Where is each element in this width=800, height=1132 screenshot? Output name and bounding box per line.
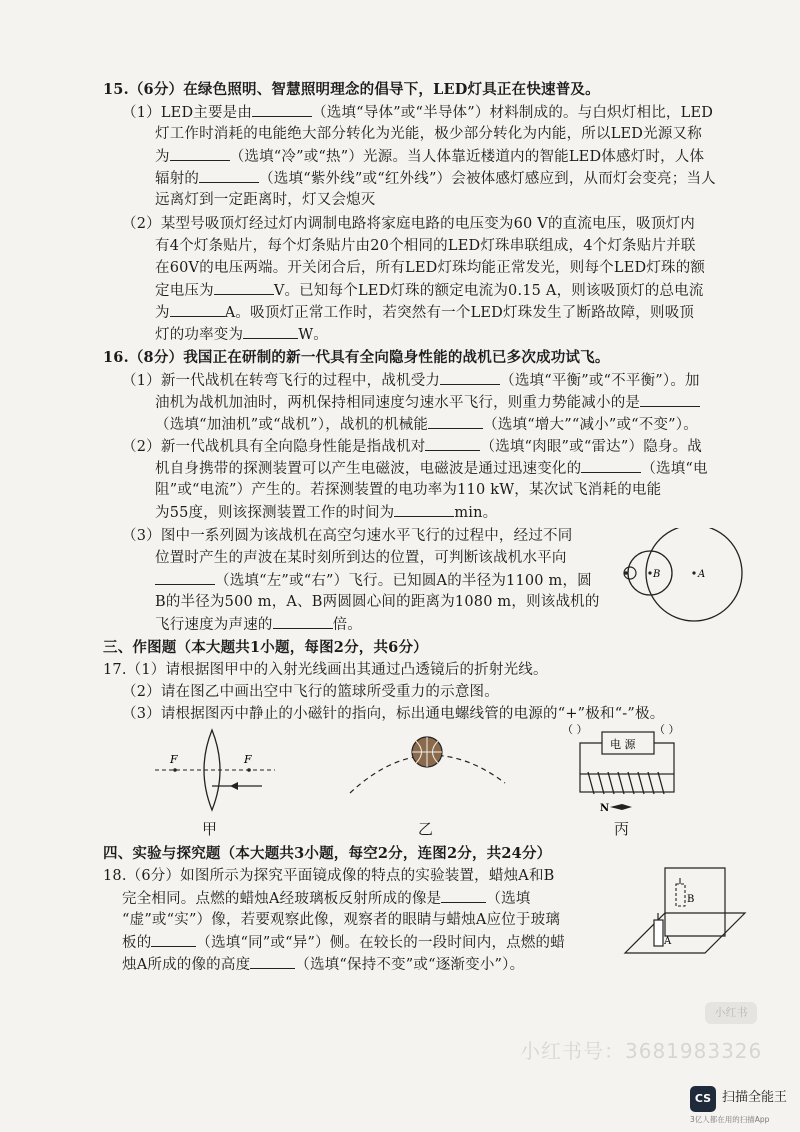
q15-p1-line3: 为 （选填“冷”或“热”）光源。当人体靠近楼道内的智能LED体感灯时，人体 <box>155 146 704 167</box>
q16-p3-line3: （选填“左”或“右”）飞行。已知圆A的半径为1100 m，圆 <box>155 570 592 591</box>
answer-blank[interactable] <box>155 570 215 585</box>
q15-title: 15.（6分）在绿色照明、智慧照明理念的倡导下，LED灯具正在快速普及。 <box>103 81 600 98</box>
label-candle-A: A <box>664 936 672 947</box>
answer-blank[interactable] <box>243 324 298 339</box>
answer-blank[interactable] <box>581 458 641 473</box>
answer-blank[interactable] <box>425 436 480 451</box>
q18-line1: 18.（6分）如图所示为探究平面镜成像的特点的实验装置，蜡烛A和B <box>103 868 555 884</box>
q15-p1-line5: 远离灯到一定距离时，灯又会熄灭 <box>155 192 376 208</box>
section4-title: 四、实验与探究题（本大题共3小题，每空2分，连图2分，共24分） <box>103 845 552 862</box>
basketball-seams <box>412 737 442 767</box>
solenoid-figure <box>560 720 690 820</box>
answer-blank[interactable] <box>394 502 454 517</box>
section3-title: 三、作图题（本大题共1小题，每图2分，共6分） <box>103 639 428 656</box>
scanner-app-logo: CS <box>690 1086 716 1112</box>
answer-blank[interactable] <box>170 302 225 317</box>
q16-p3-line4: B的半径为500 m，A、B两圆圆心间的距离为1080 m，则该战机的 <box>155 594 600 610</box>
plane-mirror-figure <box>620 858 750 958</box>
candle-A <box>654 920 663 946</box>
q17-line3: （3）请根据图丙中静止的小磁针的指向，标出通电螺线管的电源的“+”极和“-”极。 <box>122 706 665 722</box>
q16-p1-line1: （1）新一代战机在转弯飞行的过程中，战机受力 （选填“平衡”或“不平衡”）。加 <box>122 370 700 391</box>
glass-plate <box>665 868 725 936</box>
q15-p2-line6: 灯的功率变为 W。 <box>155 324 328 345</box>
q17-line2: （2）请在图乙中画出空中飞行的篮球所受重力的示意图。 <box>122 684 499 700</box>
answer-blank[interactable] <box>250 954 295 969</box>
pole-bracket-left: （ ） <box>562 723 588 736</box>
q18-line5: 烛A所成的像的高度 （选填“保持不变”或“逐渐变小”）。 <box>122 954 524 975</box>
solenoid-coils <box>588 772 664 794</box>
wire-right <box>654 743 674 774</box>
power-source-label: 电 源 <box>610 738 636 751</box>
scanner-app-tagline: 3亿人都在用的扫描App <box>690 1115 770 1124</box>
table-surface <box>625 913 745 953</box>
q16-p3-line2: 位置时产生的声波在某时刻所到达的位置，可判断该战机水平向 <box>155 550 567 566</box>
wire-left <box>580 743 602 774</box>
q16-title: 16.（8分）我国正在研制的新一代具有全向隐身性能的战机已多次成功试飞。 <box>103 349 610 366</box>
q15-p1-line2: 灯工作时消耗的电能绝大部分转化为光能，极少部分转化为内能，所以LED光源又称 <box>155 126 702 142</box>
sound-wave-circles-figure <box>612 528 762 628</box>
compass-needle <box>610 804 632 810</box>
q16-p2-line3: 阻”或“电流”）产生的。若探测装置的电功率为110 kW，某次试飞消耗的电能 <box>155 482 662 498</box>
answer-blank[interactable] <box>441 888 486 903</box>
plane-position-dot <box>624 571 628 575</box>
q15-p2-line2: 有4个灯条贴片，每个灯条贴片由20个相同的LED灯珠串联组成，4个灯条贴片并联 <box>155 238 696 254</box>
figure-label-bing: 丙 <box>614 820 630 838</box>
center-B-dot <box>648 571 651 574</box>
basketball-figure <box>345 728 515 803</box>
answer-blank[interactable] <box>273 614 333 629</box>
q17-line1: 17.（1）请根据图甲中的入射光线画出其通过凸透镜后的折射光线。 <box>103 662 548 678</box>
answer-blank[interactable] <box>199 168 259 183</box>
candle-B <box>676 884 685 906</box>
convex-lens-figure <box>150 728 280 818</box>
scanner-app-name: 扫描全能王 <box>722 1090 788 1105</box>
answer-blank[interactable] <box>214 280 274 295</box>
q15-p2-line4: 定电压为 V。已知每个LED灯珠的额定电流为0.15 A，则该吸顶灯的总电流 <box>155 280 704 301</box>
q16-p3-line5: 飞行速度为声速的 倍。 <box>155 614 362 635</box>
q16-p1-line3: （选填“加油机”或“战机”），战机的机械能 （选填“增大”“减小”或“不变”）。 <box>155 414 698 435</box>
focus-right <box>247 768 251 772</box>
answer-blank[interactable] <box>428 414 483 429</box>
figure-label-yi: 乙 <box>418 820 434 838</box>
answer-blank[interactable] <box>252 102 312 117</box>
answer-blank[interactable] <box>151 932 196 947</box>
q16-p2-line1: （2）新一代战机具有全向隐身性能是指战机对 （选填“肉眼”或“雷达”）隐身。战 <box>122 436 702 457</box>
focus-left <box>173 768 177 772</box>
q15-p2-line1: （2）某型号吸顶灯经过灯内调制电路将家庭电路的电压变为60 V的直流电压，吸顶灯内 <box>122 216 695 232</box>
focus-label-right: F <box>244 753 252 766</box>
ray-arrow <box>230 782 238 790</box>
needle-N-label: N <box>600 803 610 814</box>
watermark-badge: 小红书 <box>705 1002 757 1024</box>
q18-line4: 板的 （选填“同”或“异”）侧。在较长的一段时间内，点燃的蜡 <box>122 932 565 953</box>
label-candle-B: B <box>687 894 695 905</box>
q15-p1-line1: （1）LED主要是由 （选填“导体”或“半导体”）材料制成的。与白炽灯相比，LED <box>122 102 713 123</box>
pole-bracket-right: （ ） <box>654 723 680 736</box>
watermark-id: 小红书号：3681983326 <box>520 1039 763 1063</box>
figure-label-jia: 甲 <box>202 820 218 838</box>
q15-p2-line3: 在60V的电压两端。开关闭合后，所有LED灯珠均能正常发光，则每个LED灯珠的额 <box>155 260 706 276</box>
q16-p1-line2: 油机为战机加油时，两机保持相同速度匀速水平飞行，则重力势能减小的是 <box>155 392 700 413</box>
label-B: B <box>653 569 661 580</box>
label-A: A <box>698 569 706 580</box>
answer-blank[interactable] <box>170 146 230 161</box>
q18-line2: 完全相同。点燃的蜡烛A经玻璃板反射所成的像是 （选填 <box>122 888 530 909</box>
answer-blank[interactable] <box>440 370 500 385</box>
q15-p2-line5: 为 A。吸顶灯正常工作时，若突然有一个LED灯珠发生了断路故障，则吸顶 <box>155 302 694 323</box>
q18-line3: “虚”或“实”）像，若要观察此像，观察者的眼睛与蜡烛A应位于玻璃 <box>122 912 561 928</box>
q16-p3-line1: （3）图中一系列圆为该战机在高空匀速水平飞行的过程中，经过不同 <box>122 528 573 544</box>
center-A-dot <box>692 571 695 574</box>
q16-p2-line4: 为55度，则该探测装置工作的时间为 min。 <box>155 502 497 523</box>
q15-p1-line4: 辐射的 （选填“紫外线”或“红外线”）会被体感灯感应到，从而灯会变亮；当人 <box>155 168 716 189</box>
q16-p2-line2: 机自身携带的探测装置可以产生电磁波，电磁波是通过迅速变化的 （选填“电 <box>155 458 708 479</box>
answer-blank[interactable] <box>640 392 700 407</box>
focus-label-left: F <box>170 753 178 766</box>
